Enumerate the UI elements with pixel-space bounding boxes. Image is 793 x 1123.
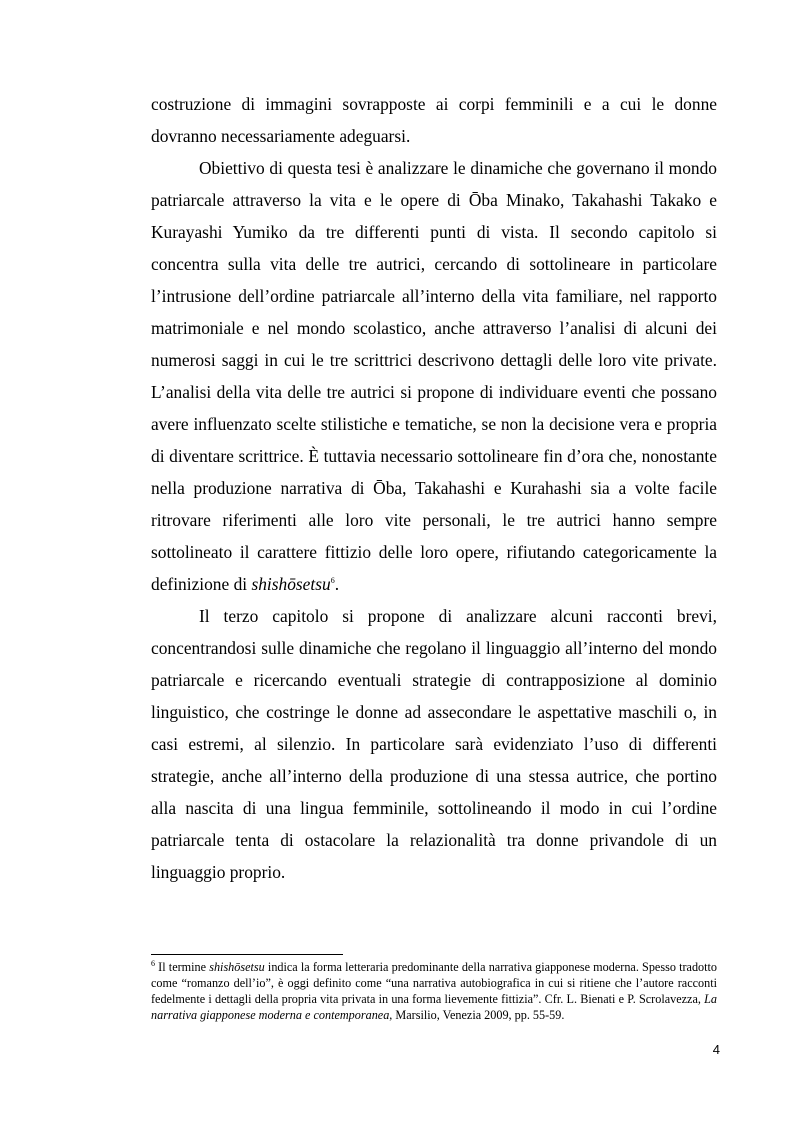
footnote-reference[interactable]: 6 xyxy=(330,576,335,586)
paragraph-3: Il terzo capitolo si propone di analizzare alcuni racconti brevi, concentrandosi sulle dinamiche che regolano il linguaggio all’interno del mondo patriarcale e ricercando eventuali strategie di contrapposizione al dominio linguistico, che costringe le donne ad assecondare le aspettative maschili o, in casi estremi, al silenzio. In particolare sarà evidenziato l’uso di differenti strategie, anche all’interno della produzione di una stessa autrice, che portino alla nascita di una lingua femminile, sottolineando il modo in cui l’ordine patriarcale tenta di ostacolare la relazionalità tra donne privandole di un linguaggio proprio. xyxy=(151,606,717,882)
footnote-term: shishōsetsu xyxy=(209,960,265,974)
footnote-text-2: indica la forma letteraria predominante della narrativa giapponese moderna. Spesso tradotto come “romanzo dell’io”, è oggi definito come “una narrativa autobiografica in cui si ritiene che l’autore racconti fedelmente i dettagli della propria vita privata in una forma lievemente fittizia”. Cfr. L. Bienati e P. Scrolavezza, xyxy=(151,960,718,1006)
paragraph-2-end: . xyxy=(334,574,340,594)
footnote xyxy=(151,959,717,1023)
footnote-text-3: , Marsilio, Venezia 2009, pp. 55-59. xyxy=(389,1008,565,1022)
footnote-text-1: Il termine xyxy=(155,960,210,974)
body-text xyxy=(151,88,717,888)
footnote-separator xyxy=(151,954,343,955)
page-number: 4 xyxy=(712,1042,720,1057)
footnote-book-title: La narrativa giapponese moderna e contemporanea xyxy=(151,992,717,1022)
paragraph-2 xyxy=(151,152,717,600)
term-shishosetsu: shishōsetsu xyxy=(251,574,331,594)
footnote-number: 6 xyxy=(151,958,155,968)
paragraph-2-text: Obiettivo di questa tesi è analizzare le dinamiche che governano il mondo patriarcale attraverso la vita e le opere di Ōba Minako, Takahashi Takako e Kurayashi Yumiko da tre differenti punti di vista. Il secondo capitolo si concentra sulla vita delle tre autrici, cercando di sottolineare in particolare l’intrusione dell’ordine patriarcale all’interno della vita familiare, nel rapporto matrimoniale e nel mondo scolastico, anche attraverso l’analisi di alcuni dei numerosi saggi in cui le tre scrittrici descrivono dettagli delle loro vite private. L’analisi della vita delle tre autrici si propone di individuare eventi che possano avere influenzato scelte stilistiche e tematiche, se non la decisione vera e propria di diventare scrittrice. È tuttavia necessario sottolineare fin d’ora che, nonostante nella produzione narrativa di Ōba, Takahashi e Kurahashi sia a volte facile ritrovare riferimenti alle loro vite personali, le tre autrici hanno sempre sottolineato il carattere fittizio delle loro opere, rifiutando categoricamente la definizione di xyxy=(151,158,717,594)
paragraph-1: costruzione di immagini sovrapposte ai corpi femminili e a cui le donne dovranno necessariamente adeguarsi. xyxy=(151,94,717,146)
